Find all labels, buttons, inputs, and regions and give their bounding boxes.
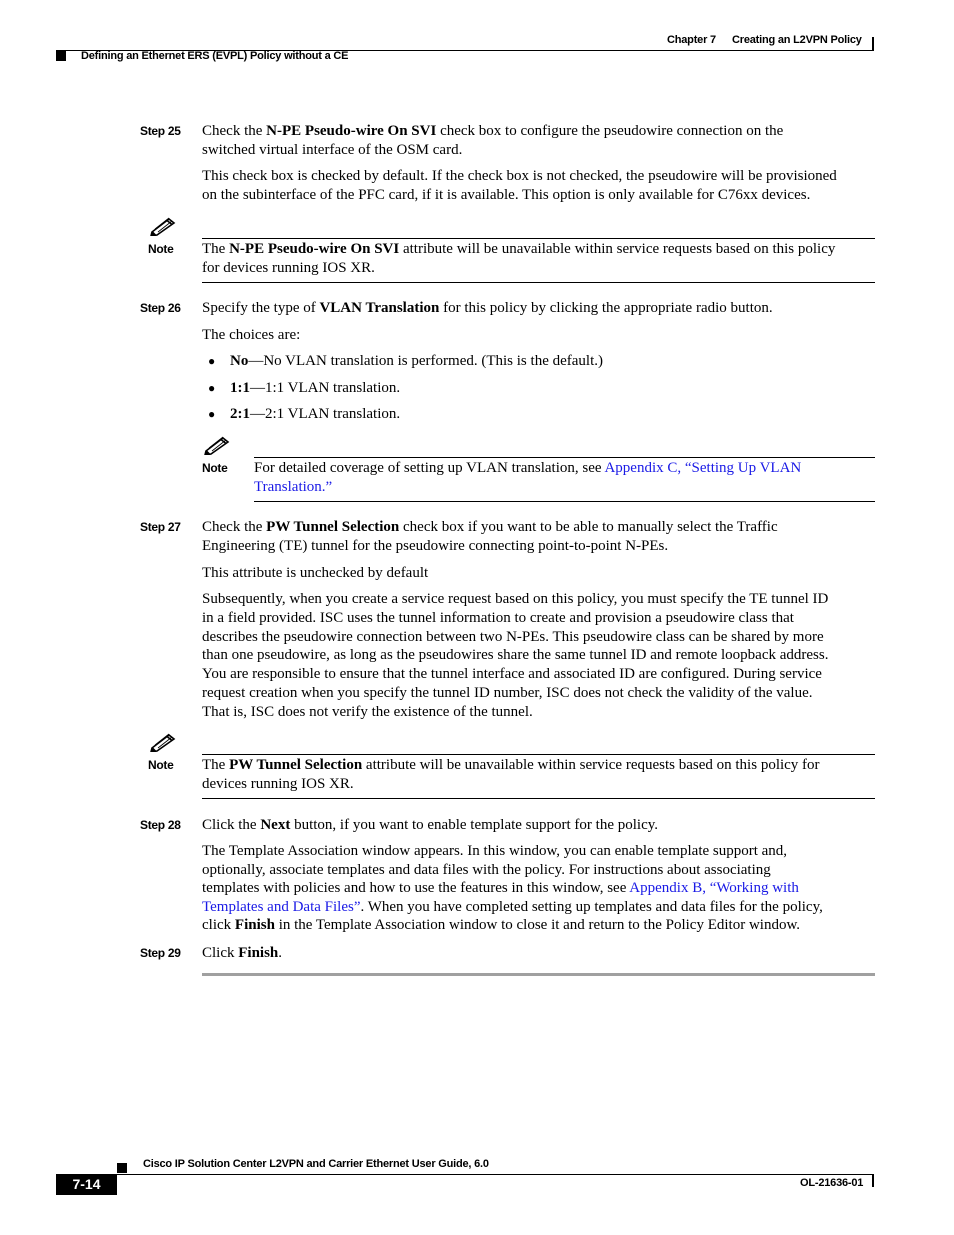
step-28-label: Step 28 [140, 818, 181, 832]
end-of-steps-rule [202, 973, 875, 976]
header-chapter-title: Creating an L2VPN Policy [732, 34, 862, 46]
bullet-icon: ● [208, 354, 216, 368]
ui-term-next: Next [260, 817, 291, 833]
note-1-text: The N-PE Pseudo-wire On SVI attribute will be unavailable within service requests based on this policy for devices running IOS XR. [202, 241, 836, 276]
appendix-b-link-cont[interactable]: Templates and Data Files” [202, 898, 361, 915]
step-29-text: Click Finish. [202, 945, 283, 961]
ui-term-vlan-translation: VLAN Translation [319, 300, 440, 316]
page-number: 7-14 [72, 1176, 101, 1192]
note-2-text: For detailed coverage of setting up VLAN translation, see Appendix C, “Setting Up VLAN Translation.” [254, 460, 802, 495]
note-3-text: The PW Tunnel Selection attribute will be unavailable within service requests based on this policy for devices running IOS XR. [202, 757, 820, 792]
step-25-text: Check the N-PE Pseudo-wire On SVI check box to configure the pseudowire connection on the switched virtual interface of the OSM card. [202, 123, 784, 158]
step-27-paragraph: Subsequently, when you create a service request based on this policy, you must specify the TE tunnel ID in a field provided. ISC uses the tunnel information to create and provision a pseudowire class that describes the pseudowire connection between two N-PEs. This pseudowire class can be shared by more than one pseudowire, as long as the pseudowires share the same tunnel ID and remote loopback address. You are responsible to ensure that the tunnel interface and associated ID are configured. During service request creation when you specify the tunnel ID number, ISC does not check the validity of the value. That is, ISC does not verify the existence of the tunnel. [202, 591, 829, 720]
step-25-paragraph: This check box is checked by default. If the check box is not checked, the pseudowire will be provisioned on the subinterface of the PFC card, if it is available. This option is only available for C76xx devices. [202, 168, 837, 203]
step-28-paragraph: The Template Association window appears. In this window, you can enable template support and, optionally, associate templates and data files with the policy. For instructions about associating templates with policies and how to use the features in this window, see Appendix B, “Working with Templates and Data Files”. When you have completed setting up templates and data files for the policy, click Finish in the Template Association window to close it and return to the Policy Editor window. [202, 843, 823, 934]
note-1-bottom-rule [202, 282, 875, 283]
ui-term-npe-svi: N-PE Pseudo-wire On SVI [266, 123, 437, 139]
header-section: Defining an Ethernet ERS (EVPL) Policy without a CE [81, 50, 349, 62]
list-item: 1:1—1:1 VLAN translation. [230, 380, 401, 396]
note-1-top-rule [202, 238, 875, 239]
header-black-square [56, 51, 66, 61]
note-1-label: Note [148, 242, 174, 256]
note-pencil-icon [149, 732, 177, 752]
step-26-choices: The choices are: [202, 327, 301, 343]
footer-doc-id: OL-21636-01 [800, 1177, 864, 1189]
note-2-label: Note [202, 461, 228, 475]
list-item: 2:1—2:1 VLAN translation. [230, 406, 401, 422]
note-3-top-rule [202, 754, 875, 755]
step-27-label: Step 27 [140, 520, 181, 534]
step-26-text: Specify the type of VLAN Translation for this policy by clicking the appropriate radio button. [202, 300, 773, 316]
note-2-bottom-rule [254, 501, 875, 502]
list-item: No—No VLAN translation is performed. (This is the default.) [230, 353, 603, 369]
step-27-text: Check the PW Tunnel Selection check box if you want to be able to manually select the Traffic Engineering (TE) tunnel for the pseudowire connecting point-to-point N-PEs. [202, 519, 778, 554]
step-28-text: Click the Next button, if you want to enable template support for the policy. [202, 817, 659, 833]
step-27-unchecked: This attribute is unchecked by default [202, 565, 429, 581]
note-pencil-icon [149, 216, 177, 236]
appendix-c-link[interactable]: Appendix C, “Setting Up VLAN [604, 460, 802, 476]
header-right-tick [872, 37, 874, 50]
step-26-label: Step 26 [140, 301, 181, 315]
header-chapter: Chapter 7 [667, 34, 716, 46]
bullet-icon: ● [208, 407, 216, 421]
appendix-b-link[interactable]: Appendix B, “Working with [629, 880, 799, 897]
footer-black-square [117, 1163, 127, 1173]
note-3-bottom-rule [202, 798, 875, 799]
ui-term-pw-tunnel: PW Tunnel Selection [266, 519, 400, 535]
ui-term-finish: Finish [234, 917, 275, 934]
note-3-label: Note [148, 758, 174, 772]
footer-guide-title: Cisco IP Solution Center L2VPN and Carrier Ethernet User Guide, 6.0 [143, 1158, 489, 1170]
step-25-label: Step 25 [140, 124, 181, 138]
footer-right-tick [872, 1174, 874, 1187]
bullet-icon: ● [208, 381, 216, 395]
note-2-top-rule [254, 457, 875, 458]
footer-rule [117, 1174, 874, 1175]
appendix-c-link-cont[interactable]: Translation.” [254, 479, 333, 495]
step-29-label: Step 29 [140, 946, 181, 960]
note-pencil-icon [203, 435, 231, 455]
